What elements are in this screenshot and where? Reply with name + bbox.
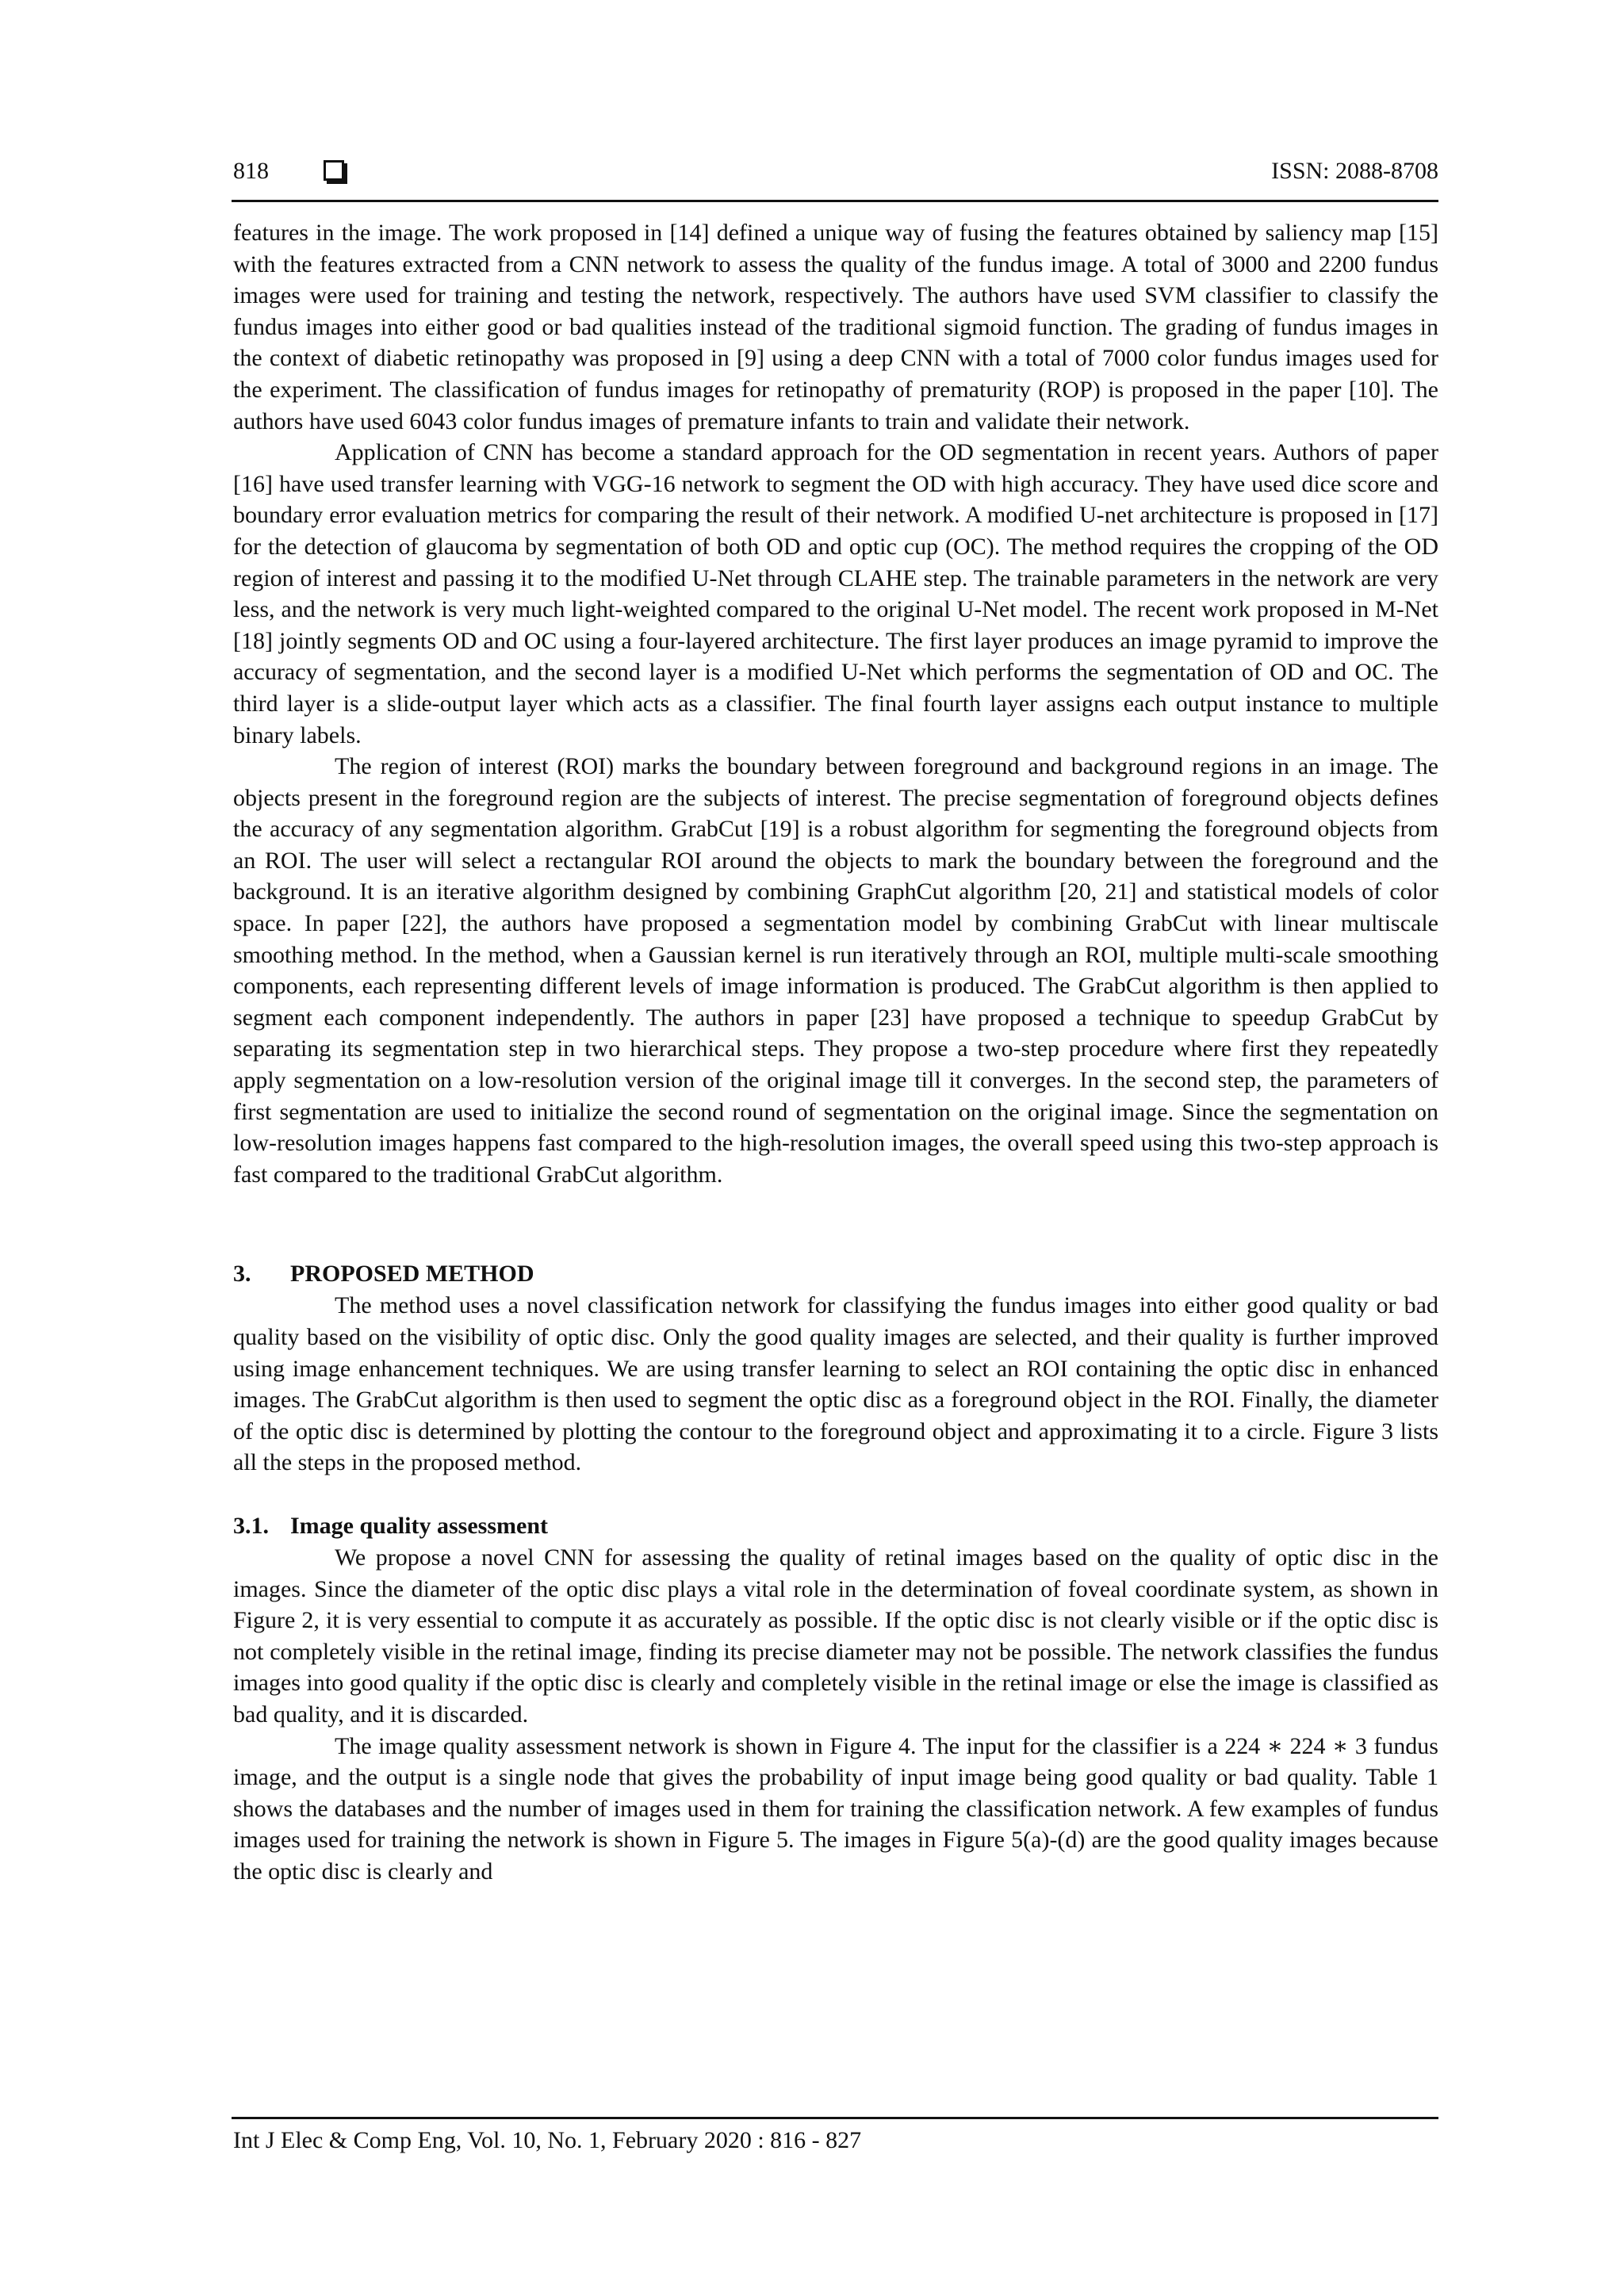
page-number: 818 — [233, 158, 269, 184]
paragraph-5: We propose a novel CNN for assessing the quality of retinal images based on the quality of optic disc in the images. Since the diameter of the optic disc plays a vital role in the determination of foveal coordinate system, as shown in Figure 2, it is very essential to compute it as accurately as possible. If the optic disc is not clearly visible or if the optic disc is not completely visible in the retinal image, finding its precise diameter may not be possible. The network classifies the fundus images into good quality if the optic disc is clearly and completely visible in the retinal image or else the image is classified as bad quality, and it is discarded. — [233, 1544, 1438, 1728]
section-title: PROPOSED METHOD — [290, 1261, 534, 1288]
section-number: 3. — [233, 1261, 251, 1288]
subsection-heading — [233, 1510, 1438, 1542]
paragraph-2: Application of CNN has become a standard approach for the OD segmentation in recent years. Authors of paper [16] have used transfer learning with VGG-16 network to segment the OD with high accuracy. They have used dice score and boundary error evaluation metrics for comparing the result of their network. A modified U-net architecture is proposed in [17] for the detection of glaucoma by segmentation of both OD and optic cup (OC). The method requires the cropping of the OD region of interest and passing it to the modified U-Net through CLAHE step. The trainable parameters in the network are very less, and the network is very much light-weighted compared to the original U-Net model. The recent work proposed in M-Net [18] jointly segments OD and OC using a four-layered architecture. The first layer produces an image pyramid to improve the accuracy of segmentation, and the second layer is a modified U-Net which performs the segmentation of OD and OC. The third layer is a slide-output layer which acts as a classifier. The final fourth layer assigns each output instance to multiple binary labels. — [233, 439, 1438, 748]
paragraph-1: features in the image. The work proposed in [14] defined a unique way of fusing the features obtained by saliency map [15] with the features extracted from a CNN network to assess the quality of the fundus image. A total of 3000 and 2200 fundus images were used for training and testing the network, respectively. The authors have used SVM classifier to classify the fundus images into either good or bad qualities instead of the traditional sigmoid function. The grading of fundus images in the context of diabetic retinopathy was proposed in [9] using a deep CNN with a total of 7000 color fundus images used for the experiment. The classification of fundus images for retinopathy of prematurity (ROP) is proposed in the paper [10]. The authors have used 6043 color fundus images of premature infants to train and validate their network. — [233, 220, 1438, 434]
paragraph-6: The image quality assessment network is shown in Figure 4. The input for the classifier is a 224 ∗ 224 ∗ 3 fundus image, and the output is a single node that gives the probability of input image being good quality or bad quality. Table 1 shows the databases and the number of images used in them for training the classification network. A few examples of fundus images used for training the network is shown in Figure 5. The images in Figure 5(a)-(d) are the good quality images because the optic disc is clearly and — [233, 1732, 1438, 1885]
paragraph-4: The method uses a novel classification network for classifying the fundus images into either good quality or bad quality based on the visibility of optic disc. Only the good quality images are selected, and their quality is further improved using image enhancement techniques. We are using transfer learning to select an ROI containing the optic disc in enhanced images. The GrabCut algorithm is then used to segment the optic disc as a foreground object in the ROI. Finally, the diameter of the optic disc is determined by plotting the contour to the foreground object and approximating it to a circle. Figure 3 lists all the steps in the proposed method. — [233, 1292, 1438, 1476]
issn-label: ISSN: 2088-8708 — [1271, 158, 1438, 184]
body-text — [233, 217, 1438, 1888]
page-header — [233, 155, 1438, 187]
paragraph-3: The region of interest (ROI) marks the boundary between foreground and background regions in an image. The objects present in the foreground region are the subjects of interest. The precise segmentation of foreground objects defines the accuracy of any segmentation algorithm. GrabCut [19] is a robust algorithm for segmenting the foreground objects from an ROI. The user will select a rectangular ROI around the objects to mark the boundary between the foreground and the background. It is an iterative algorithm designed by combining GraphCut algorithm [20, 21] and statistical models of color space. In paper [22], the authors have proposed a segmentation model by combining GrabCut with linear multiscale smoothing method. In the method, when a Gaussian kernel is run iteratively through an ROI, multiple multi-scale smoothing components, each representing different levels of image information is produced. The GrabCut algorithm is then applied to segment each component independently. The authors in paper [23] have proposed a technique to speedup GrabCut by separating its segmentation step in two hierarchical steps. They propose a two-step procedure where first they repeatedly apply segmentation on a low-resolution version of the original image till it converges. In the second step, the parameters of first segmentation are used to initialize the second round of segmentation on the original image. Since the segmentation on low-resolution images happens fast compared to the high-resolution images, the overall speed using this two-step approach is fast compared to the traditional GrabCut algorithm. — [233, 753, 1438, 1188]
subsection-spacer — [233, 1479, 1438, 1510]
section-heading — [233, 1258, 1438, 1290]
header-rule — [232, 200, 1438, 202]
footer-rule — [232, 2117, 1438, 2119]
square-box-icon — [324, 160, 344, 181]
subsection-number: 3.1. — [233, 1512, 269, 1539]
subsection-title: Image quality assessment — [290, 1512, 549, 1539]
page-footer: Int J Elec & Comp Eng, Vol. 10, No. 1, February 2020 : 816 - 827 — [233, 2127, 862, 2153]
section-spacer — [233, 1190, 1438, 1258]
